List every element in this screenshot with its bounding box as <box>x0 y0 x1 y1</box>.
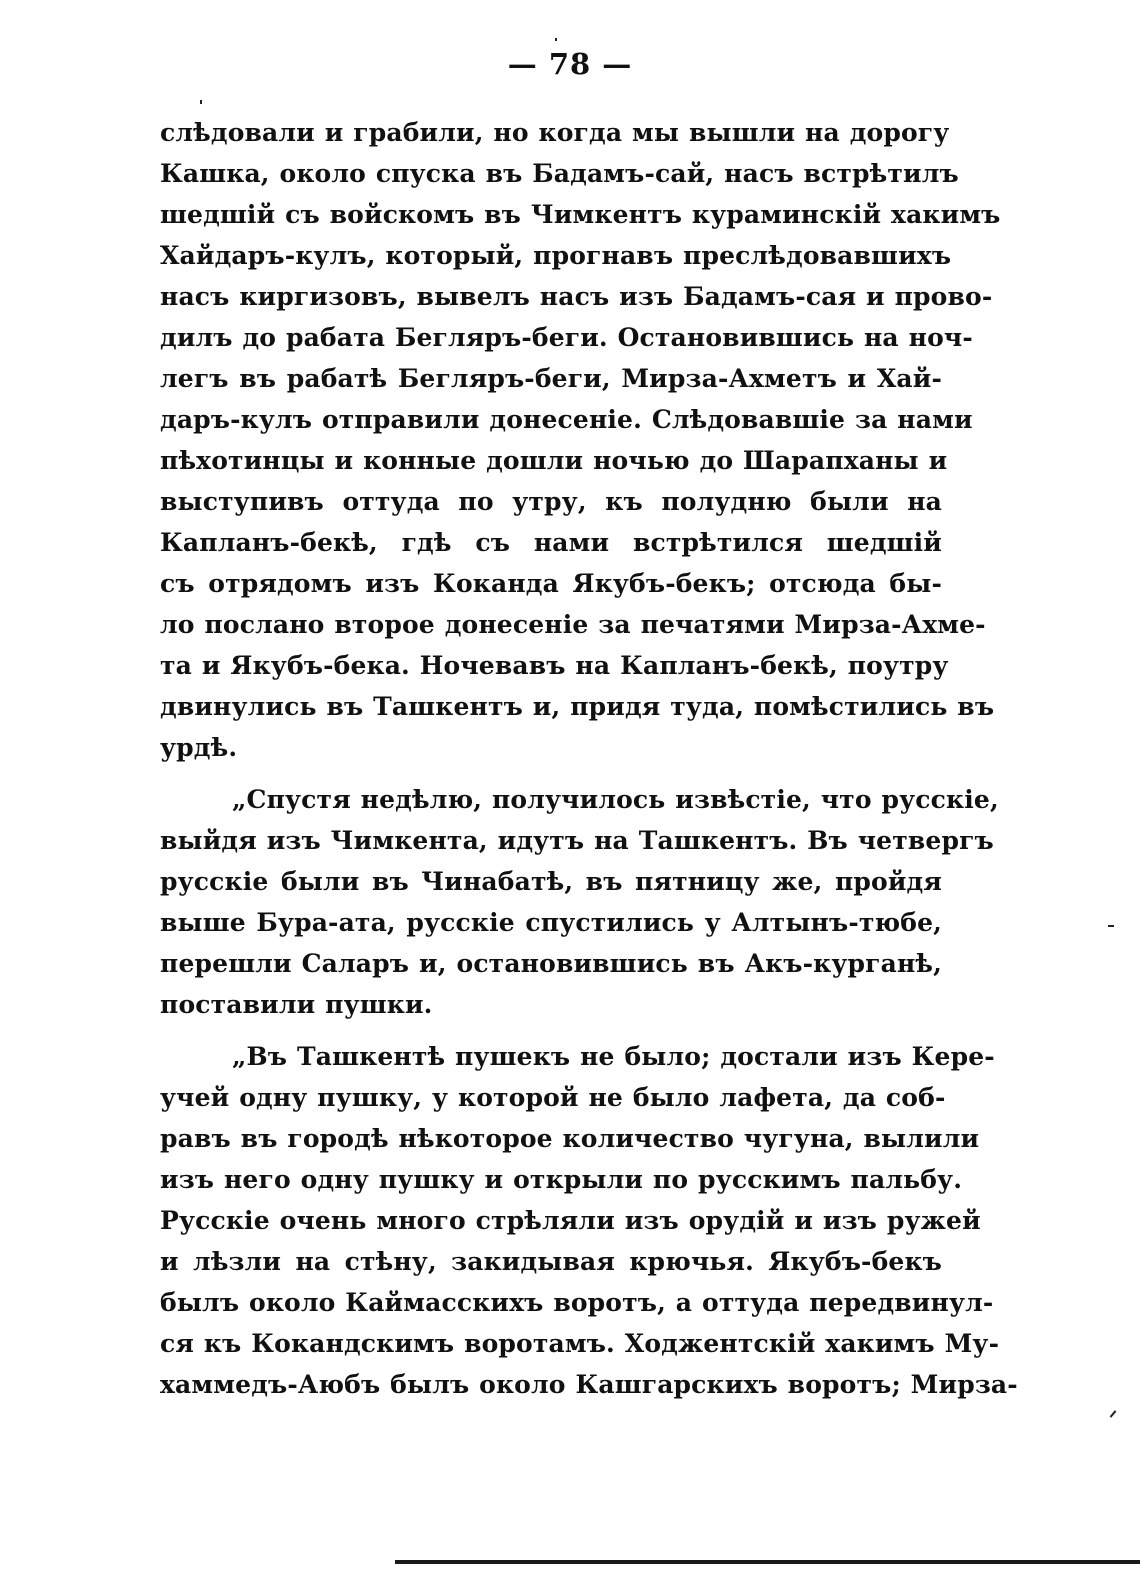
text-line: хаммедъ-Аюбъ былъ около Кашгарскихъ воротъ; Мирза- <box>160 1370 1018 1399</box>
scan-speck <box>555 38 557 41</box>
text-line: шедшiй съ войскомъ въ Чимкентъ кураминскiй хакимъ <box>160 200 1001 229</box>
text-line: Кашка, около спуска въ Бадамъ-сай, насъ встрѣтилъ <box>160 159 959 188</box>
text-line: ло послано второе донесенiе за печатями Мирза-Ахме- <box>160 610 986 639</box>
text-line: пѣхотинцы и конные дошли ночью до Шарапханы и <box>160 446 948 475</box>
text-line: урдѣ. <box>160 733 238 762</box>
bottom-edge-rule <box>395 1560 1140 1564</box>
text-line: съ отрядомъ изъ Коканда Якубъ-бекъ; отсюда бы- <box>160 569 942 598</box>
paragraph-1 <box>160 112 1001 768</box>
text-line: перешли Саларъ и, остановившись въ Акъ-курганѣ, <box>160 949 942 978</box>
text-line: „Въ Ташкентѣ пушекъ не было; достали изъ Кере- <box>232 1042 995 1071</box>
scan-speck <box>200 100 202 104</box>
text-line: выйдя изъ Чимкента, идутъ на Ташкентъ. Въ четвергъ <box>160 826 994 855</box>
text-line: поставили пушки. <box>160 990 433 1019</box>
text-line: легъ въ рабатѣ Бегляръ-беги, Мирза-Ахметъ и Хай- <box>160 364 942 393</box>
text-line: даръ-кулъ отправили донесенiе. Слѣдовавшiе за нами <box>160 405 973 434</box>
text-line: равъ въ городѣ нѣкоторое количество чугуна, вылили <box>160 1124 980 1153</box>
paragraph-2 <box>160 779 999 1025</box>
text-line: та и Якубъ-бека. Ночевавъ на Капланъ-бекѣ, поутру <box>160 651 949 680</box>
scan-speck <box>1110 1410 1117 1417</box>
paragraph-3 <box>160 1036 1018 1405</box>
body-text <box>160 112 1018 1405</box>
text-line: выше Бура-ата, русскiе спустились у Алтынъ-тюбе, <box>160 908 942 937</box>
text-line: двинулись въ Ташкентъ и, придя туда, помѣстились въ <box>160 692 995 721</box>
text-line: выступивъ оттуда по утру, къ полудню были на <box>160 487 942 516</box>
text-line: изъ него одну пушку и открыли по русскимъ пальбу. <box>160 1165 963 1194</box>
text-line: Хайдаръ-кулъ, который, прогнавъ преслѣдовавшихъ <box>160 241 952 270</box>
text-line: насъ киргизовъ, вывелъ насъ изъ Бадамъ-сая и прово- <box>160 282 993 311</box>
text-line: слѣдовали и грабили, но когда мы вышли на дорогу <box>160 118 950 147</box>
text-line: и лѣзли на стѣну, закидывая крючья. Якубъ-бекъ <box>160 1247 942 1276</box>
text-line: Капланъ-бекѣ, гдѣ съ нами встрѣтился шедшiй <box>160 528 942 557</box>
text-line: „Спустя недѣлю, получилось извѣстiе, что русскiе, <box>232 785 999 814</box>
text-line: учей одну пушку, у которой не было лафета, да соб- <box>160 1083 946 1112</box>
scan-speck <box>1108 925 1114 927</box>
text-line: былъ около Каймасскихъ воротъ, а оттуда передвинул- <box>160 1288 994 1317</box>
text-line: Русскiе очень много стрѣляли изъ орудiй и изъ ружей <box>160 1206 981 1235</box>
text-line: русскiе были въ Чинабатѣ, въ пятницу же, пройдя <box>160 867 942 896</box>
page-number: — 78 — <box>507 47 633 81</box>
text-line: дилъ до рабата Бегляръ-беги. Остановившись на ноч- <box>160 323 973 352</box>
text-line: ся къ Кокандскимъ воротамъ. Ходжентскiй хакимъ Му- <box>160 1329 1000 1358</box>
